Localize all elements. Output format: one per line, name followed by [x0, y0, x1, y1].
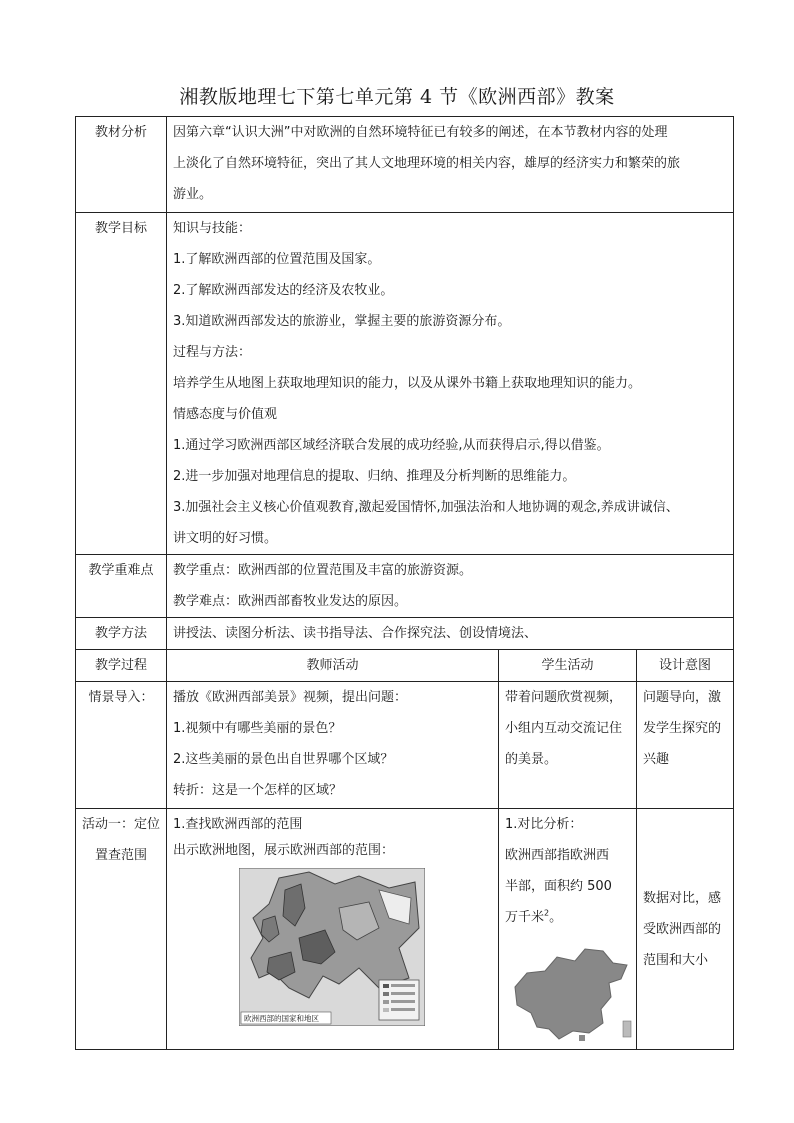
material-line: 因第六章“认识大洲”中对欧洲的自然环境特征已有较多的阐述，在本节教材内容的处理 [173, 125, 668, 140]
material-line: 上淡化了自然环境特征，突出了其人文地理环境的相关内容，雄厚的经济实力和繁荣的旅 [173, 156, 681, 171]
intro-teacher-line: 播放《欧洲西部美景》视频，提出问题： [173, 690, 408, 705]
activity1-student [499, 809, 637, 1050]
intro-intent: 问题导向，激发学生探究的兴趣 [637, 682, 734, 809]
goals-line: 1.通过学习欧洲西部区域经济联合发展的成功经验,从而获得启示,得以借鉴。 [173, 438, 610, 453]
process-header-student: 学生活动 [499, 650, 637, 682]
page-title: 湘教版地理七下第七单元第 4 节《欧洲西部》教案 [179, 86, 615, 108]
lesson-plan-table [75, 116, 734, 1050]
area-unit-text: 万千米 [505, 910, 545, 925]
activity1-student-line: 半部，面积约 500 [505, 879, 612, 894]
goals-line: 3.加强社会主义核心价值观教育,激起爱国情怀,加强法治和人地协调的观念,养成讲诚信、 [173, 500, 679, 515]
process-header-stage: 教学过程 [76, 650, 167, 682]
intro-label: 情景导入： [76, 682, 167, 809]
china-map-image [509, 943, 633, 1043]
process-header-teacher: 教师活动 [167, 650, 499, 682]
row-process-header [76, 650, 734, 682]
goals-line: 过程与方法： [173, 345, 252, 360]
activity1-student-line [505, 902, 630, 933]
row-activity1 [76, 809, 734, 1050]
activity1-student-line: 1.对比分析： [505, 817, 583, 832]
goals-line: 2.进一步加强对地理信息的提取、归纳、推理及分析判断的思维能力。 [173, 469, 576, 484]
activity1-intent: 数据对比，感受欧洲西部的范围和大小 [637, 809, 734, 1050]
goals-line: 3.知道欧洲西部发达的旅游业，掌握主要的旅游资源分布。 [173, 314, 511, 329]
activity1-teacher-line: 1.查找欧洲西部的范围 [173, 817, 303, 832]
goals-line: 讲文明的好习惯。 [173, 531, 278, 546]
goals-content [167, 213, 734, 555]
activity1-label: 活动一：定位置查范围 [76, 809, 167, 1050]
intro-student: 带着问题欣赏视频，小组内互动交流记住的美景。 [499, 682, 637, 809]
row-material-analysis [76, 117, 734, 213]
goals-line: 2.了解欧洲西部发达的经济及农牧业。 [173, 283, 394, 298]
process-header-intent: 设计意图 [637, 650, 734, 682]
row-intro [76, 682, 734, 809]
row-key-points [76, 555, 734, 618]
intro-teacher-line: 转折：这是一个怎样的区域？ [173, 783, 343, 798]
material-line: 游业。 [173, 187, 213, 202]
goals-line: 1.了解欧洲西部的位置范围及国家。 [173, 252, 381, 267]
intro-teacher-line: 2.这些美丽的景色出自世界哪个区域？ [173, 752, 394, 767]
activity1-student-line: 欧洲西部指欧洲西 [505, 848, 610, 863]
area-unit-end: 。 [549, 910, 563, 925]
europe-map-image [239, 868, 425, 1026]
row-teaching-goals [76, 213, 734, 555]
area-unit-superscript: 2 [544, 908, 550, 918]
material-content [167, 117, 734, 213]
keypoints-line: 教学难点：欧洲西部畜牧业发达的原因。 [173, 594, 408, 609]
keypoints-content [167, 555, 734, 618]
activity1-teacher [167, 809, 499, 1050]
row-methods [76, 618, 734, 650]
intro-teacher-line: 1.视频中有哪些美丽的景色？ [173, 721, 342, 736]
keypoints-label: 教学重难点 [76, 555, 167, 618]
activity1-teacher-line: 出示欧洲地图，展示欧洲西部的范围： [173, 843, 395, 858]
goals-label: 教学目标 [76, 213, 167, 555]
goals-line: 知识与技能： [173, 221, 252, 236]
material-label: 教材分析 [76, 117, 167, 213]
intro-teacher [167, 682, 499, 809]
goals-line: 培养学生从地图上获取地理知识的能力，以及从课外书籍上获取地理知识的能力。 [173, 376, 642, 391]
methods-label: 教学方法 [76, 618, 167, 650]
keypoints-line: 教学重点：欧洲西部的位置范围及丰富的旅游资源。 [173, 563, 473, 578]
map-caption: 欧洲西部的国家和地区 [244, 1014, 319, 1023]
goals-line: 情感态度与价值观 [173, 407, 278, 422]
methods-content: 讲授法、读图分析法、读书指导法、合作探究法、创设情境法、 [167, 618, 734, 650]
